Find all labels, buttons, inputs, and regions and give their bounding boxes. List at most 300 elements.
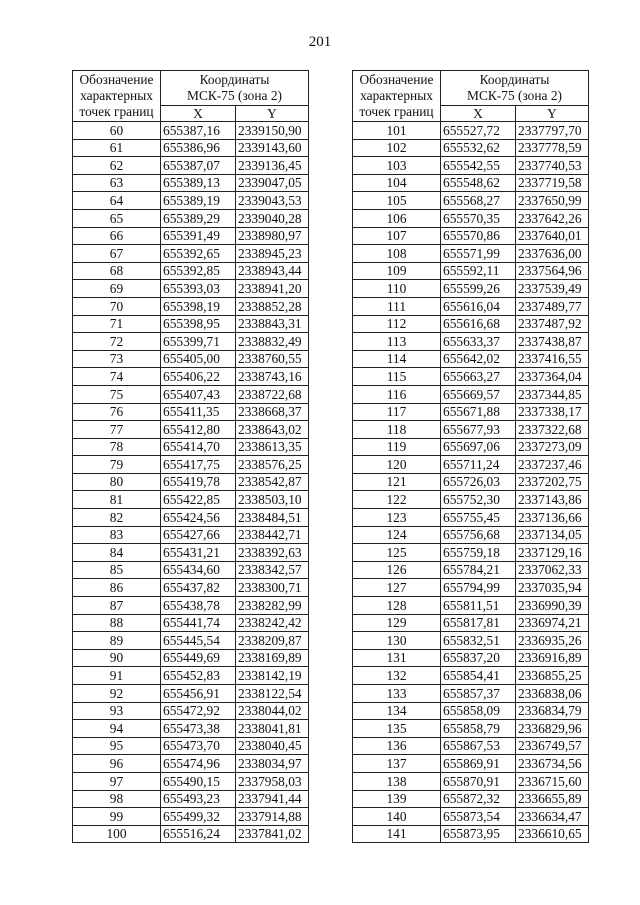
x-coordinate-cell: 655437,82	[161, 579, 236, 597]
y-coordinate-cell: 2337416,55	[516, 350, 589, 368]
x-coordinate-cell: 655677,93	[441, 421, 516, 439]
point-number-cell: 121	[353, 473, 441, 491]
y-coordinate-cell: 2338668,37	[236, 403, 309, 421]
x-coordinate-cell: 655548,62	[441, 174, 516, 192]
y-coordinate-cell: 2338392,63	[236, 544, 309, 562]
point-number-cell: 96	[73, 755, 161, 773]
table-row	[73, 139, 309, 157]
y-coordinate-cell: 2338576,25	[236, 456, 309, 474]
coordinates-table-right	[352, 70, 589, 843]
x-coordinate-cell: 655571,99	[441, 245, 516, 263]
y-column-header: Y	[516, 105, 589, 121]
point-number-cell: 69	[73, 280, 161, 298]
y-coordinate-cell: 2337338,17	[516, 403, 589, 421]
table-row	[353, 790, 589, 808]
x-coordinate-cell: 655405,00	[161, 350, 236, 368]
point-number-cell: 104	[353, 174, 441, 192]
x-coordinate-cell: 655873,54	[441, 808, 516, 826]
point-number-cell: 84	[73, 544, 161, 562]
y-coordinate-cell: 2338041,81	[236, 720, 309, 738]
point-number-cell: 65	[73, 209, 161, 227]
x-coordinate-cell: 655427,66	[161, 526, 236, 544]
y-coordinate-cell: 2339136,45	[236, 157, 309, 175]
table-row	[353, 139, 589, 157]
table-row	[353, 509, 589, 527]
table-row	[73, 245, 309, 263]
table-row	[353, 720, 589, 738]
x-coordinate-cell: 655456,91	[161, 685, 236, 703]
x-coordinate-cell: 655832,51	[441, 632, 516, 650]
y-coordinate-cell: 2337650,99	[516, 192, 589, 210]
x-coordinate-cell: 655438,78	[161, 597, 236, 615]
x-coordinate-cell: 655473,70	[161, 737, 236, 755]
x-coordinate-cell: 655391,49	[161, 227, 236, 245]
point-number-cell: 135	[353, 720, 441, 738]
point-number-cell: 118	[353, 421, 441, 439]
point-number-cell: 101	[353, 122, 441, 140]
table-row	[73, 174, 309, 192]
table-row	[353, 614, 589, 632]
x-coordinate-cell: 655449,69	[161, 649, 236, 667]
table-row	[73, 649, 309, 667]
x-column-header: X	[161, 105, 236, 121]
point-number-cell: 68	[73, 262, 161, 280]
x-coordinate-cell: 655493,23	[161, 790, 236, 808]
table-row	[73, 403, 309, 421]
point-number-cell: 71	[73, 315, 161, 333]
y-coordinate-cell: 2337273,09	[516, 438, 589, 456]
point-number-cell: 105	[353, 192, 441, 210]
point-number-cell: 97	[73, 772, 161, 790]
x-coordinate-cell: 655837,20	[441, 649, 516, 667]
point-number-cell: 129	[353, 614, 441, 632]
y-coordinate-cell: 2336974,21	[516, 614, 589, 632]
table-row	[73, 737, 309, 755]
point-number-cell: 88	[73, 614, 161, 632]
x-coordinate-cell: 655663,27	[441, 368, 516, 386]
y-coordinate-cell: 2338503,10	[236, 491, 309, 509]
point-number-cell: 127	[353, 579, 441, 597]
table-row	[353, 561, 589, 579]
y-coordinate-cell: 2337129,16	[516, 544, 589, 562]
point-number-cell: 85	[73, 561, 161, 579]
point-number-cell: 83	[73, 526, 161, 544]
point-number-cell: 78	[73, 438, 161, 456]
y-coordinate-cell: 2338209,87	[236, 632, 309, 650]
point-number-cell: 113	[353, 333, 441, 351]
y-coordinate-cell: 2337062,33	[516, 561, 589, 579]
point-number-cell: 79	[73, 456, 161, 474]
point-number-cell: 110	[353, 280, 441, 298]
table-row	[353, 526, 589, 544]
y-coordinate-cell: 2337364,04	[516, 368, 589, 386]
x-coordinate-cell: 655389,13	[161, 174, 236, 192]
point-number-cell: 115	[353, 368, 441, 386]
coordinates-table-left	[72, 70, 309, 843]
table-row	[73, 473, 309, 491]
x-coordinate-cell: 655407,43	[161, 385, 236, 403]
point-number-cell: 122	[353, 491, 441, 509]
x-coordinate-cell: 655387,16	[161, 122, 236, 140]
y-coordinate-cell: 2336990,39	[516, 597, 589, 615]
table-row	[73, 456, 309, 474]
y-coordinate-cell: 2338040,45	[236, 737, 309, 755]
table-row	[353, 227, 589, 245]
x-coordinate-cell: 655431,21	[161, 544, 236, 562]
x-coordinate-cell: 655406,22	[161, 368, 236, 386]
point-number-cell: 63	[73, 174, 161, 192]
x-coordinate-cell: 655570,35	[441, 209, 516, 227]
y-coordinate-cell: 2338613,35	[236, 438, 309, 456]
point-number-cell: 137	[353, 755, 441, 773]
y-coordinate-cell: 2336838,06	[516, 685, 589, 703]
x-coordinate-cell: 655756,68	[441, 526, 516, 544]
point-number-cell: 98	[73, 790, 161, 808]
y-coordinate-cell: 2337143,86	[516, 491, 589, 509]
y-coordinate-cell: 2338442,71	[236, 526, 309, 544]
x-coordinate-cell: 655752,30	[441, 491, 516, 509]
coordinates-header: Координаты МСК-75 (зона 2)	[441, 71, 589, 106]
point-number-cell: 91	[73, 667, 161, 685]
y-coordinate-cell: 2338760,55	[236, 350, 309, 368]
table-row	[73, 702, 309, 720]
table-row	[73, 315, 309, 333]
x-coordinate-cell: 655399,71	[161, 333, 236, 351]
point-number-cell: 123	[353, 509, 441, 527]
x-coordinate-cell: 655697,06	[441, 438, 516, 456]
y-coordinate-cell: 2337489,77	[516, 297, 589, 315]
point-designation-header: Обозначение характерных точек границ	[353, 71, 441, 122]
point-number-cell: 81	[73, 491, 161, 509]
page-number: 201	[308, 34, 332, 50]
table-row	[353, 350, 589, 368]
table-row	[73, 122, 309, 140]
y-column-header: Y	[236, 105, 309, 121]
y-coordinate-cell: 2337564,96	[516, 262, 589, 280]
y-coordinate-cell: 2338300,71	[236, 579, 309, 597]
y-coordinate-cell: 2336916,89	[516, 649, 589, 667]
point-number-cell: 73	[73, 350, 161, 368]
x-coordinate-cell: 655516,24	[161, 825, 236, 843]
table-row	[73, 421, 309, 439]
x-coordinate-cell: 655616,68	[441, 315, 516, 333]
point-number-cell: 93	[73, 702, 161, 720]
y-coordinate-cell: 2336935,26	[516, 632, 589, 650]
point-number-cell: 72	[73, 333, 161, 351]
point-number-cell: 89	[73, 632, 161, 650]
point-number-cell: 62	[73, 157, 161, 175]
x-coordinate-cell: 655414,70	[161, 438, 236, 456]
table-row	[353, 192, 589, 210]
y-coordinate-cell: 2336749,57	[516, 737, 589, 755]
y-coordinate-cell: 2338282,99	[236, 597, 309, 615]
point-number-cell: 132	[353, 667, 441, 685]
x-coordinate-cell: 655398,19	[161, 297, 236, 315]
x-coordinate-cell: 655445,54	[161, 632, 236, 650]
point-number-cell: 124	[353, 526, 441, 544]
table-row	[353, 685, 589, 703]
table-row	[353, 491, 589, 509]
x-coordinate-cell: 655424,56	[161, 509, 236, 527]
point-number-cell: 66	[73, 227, 161, 245]
table-row	[353, 421, 589, 439]
point-number-cell: 99	[73, 808, 161, 826]
table-row	[73, 579, 309, 597]
point-number-cell: 133	[353, 685, 441, 703]
table-row	[353, 315, 589, 333]
y-coordinate-cell: 2338142,19	[236, 667, 309, 685]
x-coordinate-cell: 655759,18	[441, 544, 516, 562]
point-number-cell: 94	[73, 720, 161, 738]
table-row	[73, 614, 309, 632]
x-coordinate-cell: 655411,35	[161, 403, 236, 421]
x-coordinate-cell: 655387,07	[161, 157, 236, 175]
y-coordinate-cell: 2337914,88	[236, 808, 309, 826]
x-column-header: X	[441, 105, 516, 121]
y-coordinate-cell: 2338980,97	[236, 227, 309, 245]
table-row	[353, 333, 589, 351]
point-number-cell: 86	[73, 579, 161, 597]
x-coordinate-cell: 655711,24	[441, 456, 516, 474]
table-row	[353, 157, 589, 175]
x-coordinate-cell: 655642,02	[441, 350, 516, 368]
table-row	[73, 667, 309, 685]
table-row	[73, 333, 309, 351]
x-coordinate-cell: 655873,95	[441, 825, 516, 843]
x-coordinate-cell: 655872,32	[441, 790, 516, 808]
x-coordinate-cell: 655392,65	[161, 245, 236, 263]
y-coordinate-cell: 2337778,59	[516, 139, 589, 157]
point-number-cell: 138	[353, 772, 441, 790]
y-coordinate-cell: 2337035,94	[516, 579, 589, 597]
table-row	[73, 192, 309, 210]
table-row	[353, 649, 589, 667]
x-coordinate-cell: 655599,26	[441, 280, 516, 298]
x-coordinate-cell: 655869,91	[441, 755, 516, 773]
y-coordinate-cell: 2338941,20	[236, 280, 309, 298]
x-coordinate-cell: 655568,27	[441, 192, 516, 210]
point-number-cell: 77	[73, 421, 161, 439]
y-coordinate-cell: 2337719,58	[516, 174, 589, 192]
table-row	[353, 280, 589, 298]
table-row	[353, 385, 589, 403]
y-coordinate-cell: 2338832,49	[236, 333, 309, 351]
point-number-cell: 67	[73, 245, 161, 263]
table-row	[73, 632, 309, 650]
x-coordinate-cell: 655392,85	[161, 262, 236, 280]
y-coordinate-cell: 2338044,02	[236, 702, 309, 720]
y-coordinate-cell: 2338034,97	[236, 755, 309, 773]
point-number-cell: 92	[73, 685, 161, 703]
y-coordinate-cell: 2337539,49	[516, 280, 589, 298]
x-coordinate-cell: 655527,72	[441, 122, 516, 140]
y-coordinate-cell: 2337958,03	[236, 772, 309, 790]
point-number-cell: 112	[353, 315, 441, 333]
point-number-cell: 74	[73, 368, 161, 386]
point-number-cell: 106	[353, 209, 441, 227]
x-coordinate-cell: 655755,45	[441, 509, 516, 527]
table-row	[73, 509, 309, 527]
table-row	[353, 544, 589, 562]
table-row	[353, 174, 589, 192]
point-number-cell: 95	[73, 737, 161, 755]
y-coordinate-cell: 2338852,28	[236, 297, 309, 315]
table-row	[353, 262, 589, 280]
y-coordinate-cell: 2336655,89	[516, 790, 589, 808]
table-row	[73, 597, 309, 615]
table-row	[353, 438, 589, 456]
x-coordinate-cell: 655811,51	[441, 597, 516, 615]
y-coordinate-cell: 2337797,70	[516, 122, 589, 140]
y-coordinate-cell: 2336610,65	[516, 825, 589, 843]
y-coordinate-cell: 2337136,66	[516, 509, 589, 527]
x-coordinate-cell: 655434,60	[161, 561, 236, 579]
y-coordinate-cell: 2337344,85	[516, 385, 589, 403]
point-number-cell: 117	[353, 403, 441, 421]
point-number-cell: 119	[353, 438, 441, 456]
y-coordinate-cell: 2336834,79	[516, 702, 589, 720]
point-number-cell: 126	[353, 561, 441, 579]
x-coordinate-cell: 655474,96	[161, 755, 236, 773]
point-number-cell: 139	[353, 790, 441, 808]
y-coordinate-cell: 2336855,25	[516, 667, 589, 685]
point-number-cell: 70	[73, 297, 161, 315]
y-coordinate-cell: 2337202,75	[516, 473, 589, 491]
x-coordinate-cell: 655419,78	[161, 473, 236, 491]
point-number-cell: 128	[353, 597, 441, 615]
y-coordinate-cell: 2338945,23	[236, 245, 309, 263]
y-coordinate-cell: 2339150,90	[236, 122, 309, 140]
y-coordinate-cell: 2337740,53	[516, 157, 589, 175]
y-coordinate-cell: 2338943,44	[236, 262, 309, 280]
point-number-cell: 102	[353, 139, 441, 157]
point-number-cell: 134	[353, 702, 441, 720]
point-number-cell: 120	[353, 456, 441, 474]
point-number-cell: 82	[73, 509, 161, 527]
x-coordinate-cell: 655472,92	[161, 702, 236, 720]
table-row	[73, 227, 309, 245]
y-coordinate-cell: 2338122,54	[236, 685, 309, 703]
point-number-cell: 114	[353, 350, 441, 368]
point-number-cell: 80	[73, 473, 161, 491]
table-row	[353, 825, 589, 843]
y-coordinate-cell: 2337438,87	[516, 333, 589, 351]
y-coordinate-cell: 2338484,51	[236, 509, 309, 527]
point-number-cell: 60	[73, 122, 161, 140]
x-coordinate-cell: 655532,62	[441, 139, 516, 157]
y-coordinate-cell: 2336734,56	[516, 755, 589, 773]
y-coordinate-cell: 2338242,42	[236, 614, 309, 632]
table-row	[353, 297, 589, 315]
table-row	[353, 579, 589, 597]
coordinates-header: Координаты МСК-75 (зона 2)	[161, 71, 309, 106]
x-coordinate-cell: 655490,15	[161, 772, 236, 790]
point-number-cell: 125	[353, 544, 441, 562]
table-row	[353, 702, 589, 720]
point-number-cell: 61	[73, 139, 161, 157]
table-row	[73, 280, 309, 298]
x-coordinate-cell: 655858,09	[441, 702, 516, 720]
x-coordinate-cell: 655389,19	[161, 192, 236, 210]
point-number-cell: 131	[353, 649, 441, 667]
y-coordinate-cell: 2338722,68	[236, 385, 309, 403]
x-coordinate-cell: 655794,99	[441, 579, 516, 597]
table-row	[353, 755, 589, 773]
point-number-cell: 108	[353, 245, 441, 263]
x-coordinate-cell: 655784,21	[441, 561, 516, 579]
x-coordinate-cell: 655854,41	[441, 667, 516, 685]
x-coordinate-cell: 655867,53	[441, 737, 516, 755]
table-row	[73, 825, 309, 843]
table-row	[73, 526, 309, 544]
table-row	[353, 368, 589, 386]
point-number-cell: 107	[353, 227, 441, 245]
y-coordinate-cell: 2337841,02	[236, 825, 309, 843]
table-row	[73, 720, 309, 738]
x-coordinate-cell: 655570,86	[441, 227, 516, 245]
x-coordinate-cell: 655870,91	[441, 772, 516, 790]
x-coordinate-cell: 655817,81	[441, 614, 516, 632]
table-row	[353, 209, 589, 227]
point-designation-header: Обозначение характерных точек границ	[73, 71, 161, 122]
table-row	[73, 350, 309, 368]
table-row	[353, 597, 589, 615]
x-coordinate-cell: 655726,03	[441, 473, 516, 491]
point-number-cell: 103	[353, 157, 441, 175]
y-coordinate-cell: 2338843,31	[236, 315, 309, 333]
y-coordinate-cell: 2337237,46	[516, 456, 589, 474]
point-number-cell: 109	[353, 262, 441, 280]
table-row	[73, 368, 309, 386]
x-coordinate-cell: 655398,95	[161, 315, 236, 333]
point-number-cell: 116	[353, 385, 441, 403]
table-row	[73, 438, 309, 456]
x-coordinate-cell: 655858,79	[441, 720, 516, 738]
x-coordinate-cell: 655422,85	[161, 491, 236, 509]
y-coordinate-cell: 2337636,00	[516, 245, 589, 263]
x-coordinate-cell: 655441,74	[161, 614, 236, 632]
x-coordinate-cell: 655499,32	[161, 808, 236, 826]
table-row	[73, 385, 309, 403]
y-coordinate-cell: 2339143,60	[236, 139, 309, 157]
y-coordinate-cell: 2339047,05	[236, 174, 309, 192]
point-number-cell: 100	[73, 825, 161, 843]
point-number-cell: 141	[353, 825, 441, 843]
point-number-cell: 136	[353, 737, 441, 755]
y-coordinate-cell: 2338169,89	[236, 649, 309, 667]
y-coordinate-cell: 2338643,02	[236, 421, 309, 439]
table-row	[73, 685, 309, 703]
table-row	[353, 456, 589, 474]
point-number-cell: 140	[353, 808, 441, 826]
table-row	[73, 790, 309, 808]
x-coordinate-cell: 655386,96	[161, 139, 236, 157]
x-coordinate-cell: 655393,03	[161, 280, 236, 298]
y-coordinate-cell: 2338342,57	[236, 561, 309, 579]
point-number-cell: 64	[73, 192, 161, 210]
x-coordinate-cell: 655633,37	[441, 333, 516, 351]
x-coordinate-cell: 655542,55	[441, 157, 516, 175]
y-coordinate-cell: 2337322,68	[516, 421, 589, 439]
x-coordinate-cell: 655412,80	[161, 421, 236, 439]
table-row	[73, 262, 309, 280]
table-row	[353, 473, 589, 491]
table-row	[353, 122, 589, 140]
table-row	[73, 209, 309, 227]
y-coordinate-cell: 2337134,05	[516, 526, 589, 544]
y-coordinate-cell: 2336829,96	[516, 720, 589, 738]
table-row	[73, 755, 309, 773]
